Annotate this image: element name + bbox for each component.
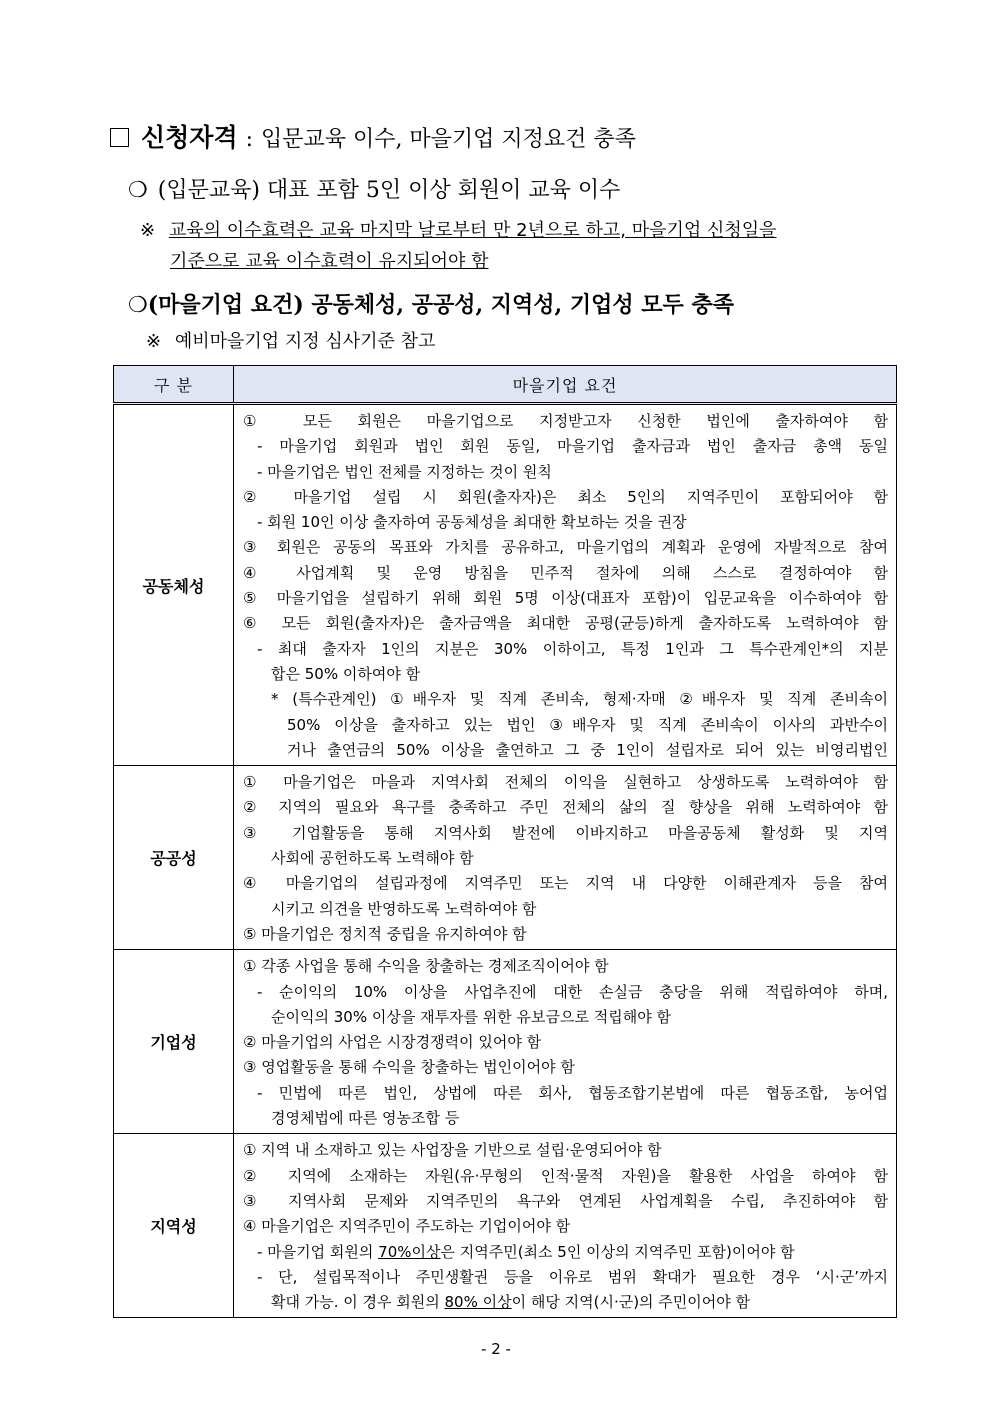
education-note-line1: 교육의 이수효력은 교육 마지막 날로부터 만 2년으로 하고, 마을기업 신청일을 bbox=[168, 220, 777, 241]
list-item: ③ 회원은 공동의 목표와 가치를 공유하고, 마을기업의 계획과 운영에 자발적으로 참여 bbox=[243, 538, 888, 557]
requirements-note-text: 예비마을기업 지정 심사기준 참고 bbox=[174, 331, 436, 352]
list-item: ⑤ 마을기업을 설립하기 위해 회원 5명 이상(대표자 포함)이 입문교육을 이수하여야 함 bbox=[243, 589, 888, 608]
list-item: 사회에 공헌하도록 노력해야 함 bbox=[271, 849, 474, 868]
requirements-table bbox=[113, 365, 897, 1318]
page-number: - 2 - bbox=[481, 1340, 511, 1358]
list-item: - 민법에 따른 법인, 상법에 따른 회사, 협동조합기본법에 따른 협동조합, 농어업 bbox=[257, 1083, 888, 1102]
list-item: - 순이익의 10% 이상을 사업추진에 대한 손실금 충당을 위해 적립하여야 하며, bbox=[257, 982, 888, 1001]
circle-bullet-icon: ❍ bbox=[128, 178, 148, 203]
education-note-line2: 기준으로 교육 이수효력이 유지되어야 함 bbox=[170, 251, 489, 272]
table-row bbox=[114, 1134, 897, 1318]
list-item-text: 이 해당 지역(시·군)의 주민이어야 함 bbox=[511, 1293, 751, 1312]
table-row bbox=[114, 950, 897, 1134]
underlined-figure: 80% 이상 bbox=[444, 1293, 512, 1312]
list-item: ① 모든 회원은 마을기업으로 지정받고자 신청한 법인에 출자하여야 함 bbox=[243, 412, 888, 430]
category-cell: 공공성 bbox=[114, 766, 234, 950]
list-item: 거나 출연금의 50% 이상을 출연하고 그 중 1인이 설립자로 되어 있는 비영리법인 bbox=[287, 740, 888, 759]
requirements-cell bbox=[234, 404, 897, 766]
list-item: ④ 마을기업의 설립과정에 지역주민 또는 지역 내 다양한 이해관계자 등을 참여 bbox=[243, 874, 888, 893]
list-item: ③ 기업활동을 통해 지역사회 발전에 이바지하고 마을공동체 활성화 및 지역 bbox=[243, 823, 888, 842]
section-heading bbox=[110, 118, 636, 154]
list-item: - 최대 출자자 1인의 지분은 30% 이하이고, 특정 1인과 그 특수관계인*의 지분 bbox=[257, 639, 888, 658]
list-item: - 단, 설립목적이나 주민생활권 등을 이유로 범위 확대가 필요한 경우 ‘시·군’까지 bbox=[257, 1267, 888, 1286]
heading-keyword: 신청자격 bbox=[141, 123, 238, 152]
list-item: 50% 이상을 출자하고 있는 법인 ③배우자 및 직계 존비속이 이사의 과반수이 bbox=[287, 715, 888, 734]
list-item: ② 지역에 소재하는 자원(유·무형의 인적·물적 자원)을 활용한 사업을 하여야 함 bbox=[243, 1166, 888, 1185]
list-item: 시키고 의견을 반영하도록 노력하여야 함 bbox=[271, 899, 537, 918]
circle-bullet-icon: ❍ bbox=[128, 293, 148, 318]
table-row bbox=[114, 404, 897, 766]
list-item: ⑤ 마을기업은 정치적 중립을 유지하여야 함 bbox=[243, 924, 527, 943]
list-item: 순이익의 30% 이상을 재투자를 위한 유보금으로 적립해야 함 bbox=[271, 1007, 671, 1026]
bullet-education-text: (입문교육) 대표 포함 5인 이상 회원이 교육 이수 bbox=[157, 178, 621, 203]
list-item: ② 마을기업 설립 시 회원(출자자)은 최소 5인의 지역주민이 포함되어야 함 bbox=[243, 487, 888, 506]
heading-separator: : bbox=[245, 127, 253, 152]
requirements-note bbox=[146, 327, 435, 353]
reference-mark-icon: ※ bbox=[146, 331, 162, 352]
table-header-row bbox=[114, 366, 897, 404]
list-item: ③ 지역사회 문제와 지역주민의 욕구와 연계된 사업계획을 수립, 추진하여야 함 bbox=[243, 1191, 888, 1210]
bullet-requirements bbox=[128, 288, 734, 319]
list-item: - 마을기업 회원과 법인 회원 동일, 마을기업 출자금과 법인 출자금 총액 동일 bbox=[257, 437, 888, 456]
list-item: ② 마을기업의 사업은 시장경쟁력이 있어야 함 bbox=[243, 1033, 542, 1052]
header-category: 구 분 bbox=[114, 366, 234, 404]
list-item: ③ 영업활동을 통해 수익을 창출하는 법인이어야 함 bbox=[243, 1058, 575, 1077]
list-item-text: 은 지역주민(최소 5인 이상의 지역주민 포함)이어야 함 bbox=[440, 1242, 795, 1261]
list-item: - 마을기업은 법인 전체를 지정하는 것이 원칙 bbox=[257, 462, 552, 481]
list-item-text: 확대 가능. 이 경우 회원의 bbox=[271, 1293, 445, 1312]
list-item: 합은 50% 이하여야 함 bbox=[271, 664, 421, 683]
list-item: * (특수관계인) ①배우자 및 직계 존비속, 형제·자매 ②배우자 및 직계 존비속이 bbox=[271, 690, 888, 709]
heading-text: 입문교육 이수, 마을기업 지정요건 충족 bbox=[260, 127, 636, 152]
bullet-education bbox=[128, 173, 620, 204]
list-item-text: - 마을기업 회원의 bbox=[257, 1242, 379, 1261]
header-requirements: 마을기업 요건 bbox=[234, 366, 897, 404]
list-item: ① 마을기업은 마을과 지역사회 전체의 이익을 실현하고 상생하도록 노력하여야 함 bbox=[243, 773, 888, 792]
list-item: ① 각종 사업을 통해 수익을 창출하는 경제조직이어야 함 bbox=[243, 957, 609, 976]
list-item bbox=[243, 1240, 888, 1265]
category-cell: 지역성 bbox=[114, 1134, 234, 1318]
category-cell: 기업성 bbox=[114, 950, 234, 1134]
requirements-cell bbox=[234, 950, 897, 1134]
underlined-figure: 70%이상 bbox=[378, 1242, 441, 1261]
list-item: ⑥ 모든 회원(출자자)은 출자금액을 최대한 공평(균등)하게 출자하도록 노력하여야 함 bbox=[243, 614, 888, 633]
requirements-cell bbox=[234, 1134, 897, 1318]
list-item: ④ 사업계획 및 운영 방침을 민주적 절차에 의해 스스로 결정하여야 함 bbox=[243, 563, 888, 582]
education-note-cont bbox=[170, 247, 488, 273]
checkbox-square-icon bbox=[110, 128, 129, 147]
category-cell: 공동체성 bbox=[114, 404, 234, 766]
requirements-cell bbox=[234, 766, 897, 950]
list-item bbox=[243, 1290, 888, 1315]
education-note bbox=[140, 216, 777, 242]
list-item: 경영체법에 따른 영농조합 등 bbox=[271, 1109, 460, 1128]
bullet-requirements-text: (마을기업 요건) 공동체성, 공공성, 지역성, 기업성 모두 충족 bbox=[147, 292, 734, 318]
table-row bbox=[114, 766, 897, 950]
list-item: ② 지역의 필요와 욕구를 충족하고 주민 전체의 삶의 질 향상을 위해 노력하여야 함 bbox=[243, 798, 888, 817]
list-item: - 회원 10인 이상 출자하여 공동체성을 최대한 확보하는 것을 권장 bbox=[257, 513, 687, 532]
list-item: ④ 마을기업은 지역주민이 주도하는 기업이어야 함 bbox=[243, 1217, 571, 1236]
list-item: ① 지역 내 소재하고 있는 사업장을 기반으로 설립·운영되어야 함 bbox=[243, 1141, 662, 1160]
reference-mark-icon: ※ bbox=[140, 220, 156, 241]
